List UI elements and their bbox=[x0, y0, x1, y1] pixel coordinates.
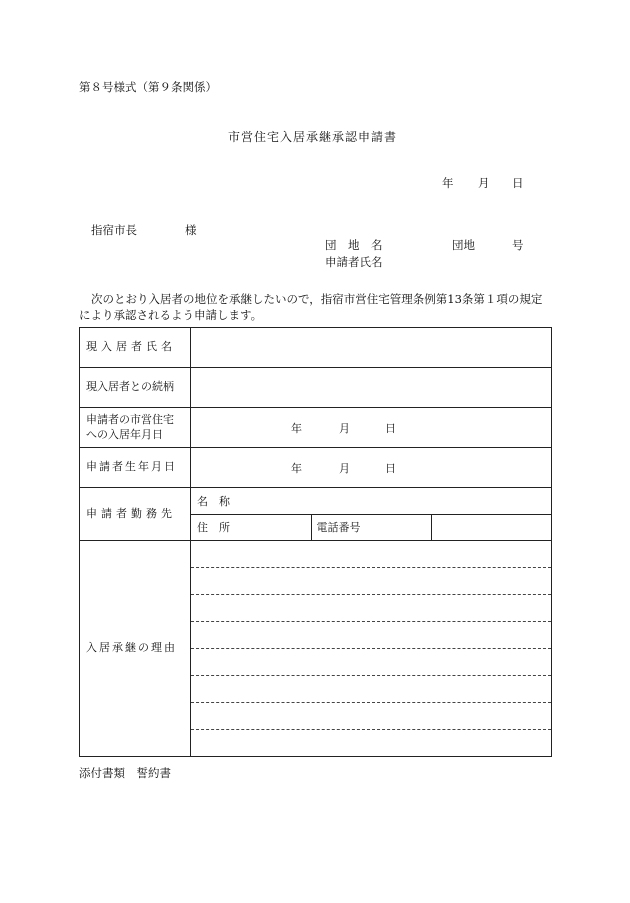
relation-field[interactable] bbox=[191, 368, 552, 408]
reason-row bbox=[80, 541, 552, 757]
phone-field[interactable] bbox=[431, 514, 551, 540]
reason-line bbox=[191, 541, 551, 568]
date-day: 日 bbox=[512, 176, 524, 190]
reason-line bbox=[191, 730, 551, 756]
applicant-name-label: 申請者氏名 bbox=[325, 255, 383, 269]
reason-line bbox=[191, 703, 551, 730]
workplace-row bbox=[80, 488, 552, 541]
reason-line bbox=[191, 595, 551, 622]
birth-month: 月 bbox=[339, 461, 350, 475]
move-in-day: 日 bbox=[385, 421, 396, 435]
reason-line bbox=[191, 649, 551, 676]
workplace-cell bbox=[191, 488, 552, 541]
relation-label: 現入居者との続柄 bbox=[80, 368, 191, 408]
move-in-date-field[interactable] bbox=[191, 408, 552, 448]
reason-label: 入居承継の理由 bbox=[80, 541, 191, 757]
reason-field[interactable] bbox=[191, 541, 552, 757]
danchi-suffix: 団地 bbox=[452, 238, 475, 252]
move-in-year: 年 bbox=[291, 421, 302, 435]
phone-label: 電話番号 bbox=[311, 514, 431, 540]
document-title: 市営住宅入居承継承認申請書 bbox=[228, 130, 398, 144]
current-resident-label: 現入居者氏名 bbox=[80, 328, 191, 368]
workplace-subtable bbox=[191, 488, 551, 540]
move-in-label bbox=[80, 408, 191, 448]
birth-row bbox=[80, 448, 552, 488]
workplace-label: 申請者勤務先 bbox=[80, 488, 191, 541]
date-year: 年 bbox=[442, 176, 454, 190]
danchi-label: 団 地 名 bbox=[325, 238, 383, 252]
number-suffix: 号 bbox=[512, 238, 524, 252]
application-table bbox=[79, 327, 552, 757]
current-resident-field[interactable] bbox=[191, 328, 552, 368]
birth-label: 申請者生年月日 bbox=[80, 448, 191, 488]
birth-date-field[interactable] bbox=[191, 448, 552, 488]
attachments-note: 添付書類 誓約書 bbox=[79, 766, 171, 780]
relation-row bbox=[80, 368, 552, 408]
workplace-name-field[interactable]: 名 称 bbox=[191, 488, 551, 514]
birth-day: 日 bbox=[385, 461, 396, 475]
reason-line bbox=[191, 568, 551, 595]
birth-year: 年 bbox=[291, 461, 302, 475]
move-in-row bbox=[80, 408, 552, 448]
workplace-address-field[interactable]: 住 所 bbox=[197, 521, 230, 535]
form-number: 第８号様式（第９条関係） bbox=[79, 80, 217, 94]
date-month: 月 bbox=[478, 176, 490, 190]
addressee-name: 指宿市長 bbox=[91, 223, 137, 237]
reason-line bbox=[191, 676, 551, 703]
body-line-1: 次のとおり入居者の地位を承継したいので，指宿市営住宅管理条例第13条第１項の規定 bbox=[91, 292, 543, 306]
body-line-2: により承認されるよう申請します。 bbox=[79, 308, 263, 322]
move-in-label-line-2: への入居年月日 bbox=[86, 427, 163, 441]
move-in-label-line-1: 申請者の市営住宅 bbox=[86, 412, 174, 426]
reason-line bbox=[191, 622, 551, 649]
current-resident-row bbox=[80, 328, 552, 368]
addressee-suffix: 様 bbox=[185, 223, 197, 237]
move-in-month: 月 bbox=[339, 421, 350, 435]
